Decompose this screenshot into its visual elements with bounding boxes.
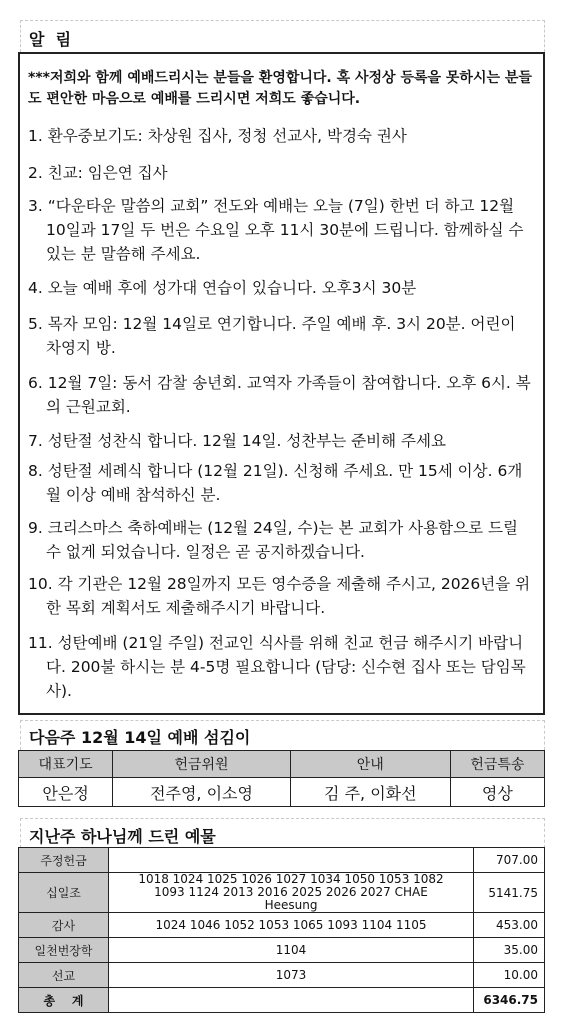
notice-item-9: 9. 크리스마스 축하예배는 (12월 24일, 수)는 본 교회가 사용함으로 드릴 수 없게 되었습니다. 일정은 곧 공지하겠습니다. [28, 519, 518, 561]
role-special-music: 헌금특송 [450, 751, 544, 778]
role-guide: 안내 [290, 751, 450, 778]
offering-detail: 1024 1046 1052 1053 1065 1093 1104 1105 [109, 913, 474, 938]
notices-title: 알 림 [29, 30, 72, 49]
role-prayer: 대표기도 [19, 751, 113, 778]
offering-row [19, 938, 545, 963]
special-music-name: 영상 [450, 778, 544, 807]
offering-category: 일천번장학 [19, 938, 109, 963]
notice-item-8: 8. 성탄절 세례식 합니다 (12월 21일). 신청해 주세요. 만 15세 이상. 6개월 이상 예배 참석하신 분. [28, 462, 523, 504]
guide-names: 김 주, 이화선 [290, 778, 450, 807]
offering-category: 선교 [19, 963, 109, 988]
offering-row [19, 873, 545, 913]
notice-item-6: 6. 12월 7일: 동서 감찰 송년회. 교역자 가족들이 참여합니다. 오후 6시. 복의 근원교회. [28, 374, 531, 416]
offering-amount: 35.00 [474, 938, 545, 963]
ushers-names: 전주영, 이소영 [113, 778, 291, 807]
notice-item-1: 1. 환우중보기도: 차상원 집사, 정청 선교사, 박경숙 권사 [28, 127, 407, 145]
next-service-table [18, 750, 545, 807]
offering-category: 십일조 [19, 873, 109, 913]
offering-amount: 707.00 [474, 848, 545, 873]
offering-total-detail [109, 988, 474, 1013]
notice-item-11: 11. 성탄예배 (21일 주일) 전교인 식사를 위해 친교 헌금 해주시기 바랍니다. 200불 하시는 분 4-5명 필요합니다 (담당: 신수현 집사 또는 담임목사). [28, 634, 526, 700]
offering-detail: 1104 [109, 938, 474, 963]
offering-amount: 453.00 [474, 913, 545, 938]
next-service-header [20, 720, 545, 750]
offering-detail: 1018 1024 1025 1026 1027 1034 1050 1053 1082 1093 1124 2013 2016 2025 2026 2027 CHAE Heesung [109, 873, 474, 913]
welcome-intro: ***저희와 함께 예배드리시는 분들을 환영합니다. 혹 사정상 등록을 못하시는 분들도 편안한 마음으로 예배를 드리시면 저희도 좋습니다. [28, 70, 532, 107]
prayer-name: 안은정 [19, 778, 113, 807]
offering-header [20, 818, 545, 848]
offering-total-label: 총 계 [19, 988, 109, 1013]
offering-row [19, 848, 545, 873]
notices-header [20, 20, 545, 52]
offering-row [19, 963, 545, 988]
offering-detail: 1073 [109, 963, 474, 988]
offering-detail [109, 848, 474, 873]
offering-table [18, 847, 545, 1013]
notice-item-7: 7. 성탄절 성찬식 합니다. 12월 14일. 성찬부는 준비해 주세요 [28, 432, 446, 450]
notice-item-4: 4. 오늘 예배 후에 성가대 연습이 있습니다. 오후3시 30분 [28, 279, 417, 297]
next-service-title: 다음주 12월 14일 예배 섬김이 [29, 728, 251, 747]
offering-title: 지난주 하나님께 드린 예물 [29, 827, 216, 846]
notice-item-2: 2. 친교: 임은연 집사 [28, 164, 168, 182]
offering-amount: 5141.75 [474, 873, 545, 913]
offering-total-row [19, 988, 545, 1013]
notices-box [18, 52, 545, 715]
offering-total-amount: 6346.75 [474, 988, 545, 1013]
notice-item-10: 10. 각 기관은 12월 28일까지 모든 영수증을 제출해 주시고, 2026년을 위한 목회 계획서도 제출해주시기 바랍니다. [28, 575, 531, 617]
role-ushers-offering: 헌금위원 [113, 751, 291, 778]
next-service-header-row [19, 751, 545, 778]
offering-amount: 10.00 [474, 963, 545, 988]
offering-row [19, 913, 545, 938]
offering-category: 감사 [19, 913, 109, 938]
notice-item-5: 5. 목자 모임: 12월 14일로 연기합니다. 주일 예배 후. 3시 20분. 어린이 차영지 방. [28, 315, 516, 357]
offering-category: 주정헌금 [19, 848, 109, 873]
next-service-value-row [19, 778, 545, 807]
notice-item-3: 3. “다운타운 말씀의 교회” 전도와 예배는 오늘 (7일) 한번 더 하고 12월 10일과 17일 두 번은 수요일 오후 11시 30분에 드립니다. 함께하실 수 있는 분 말씀해 주세요. [28, 197, 524, 263]
